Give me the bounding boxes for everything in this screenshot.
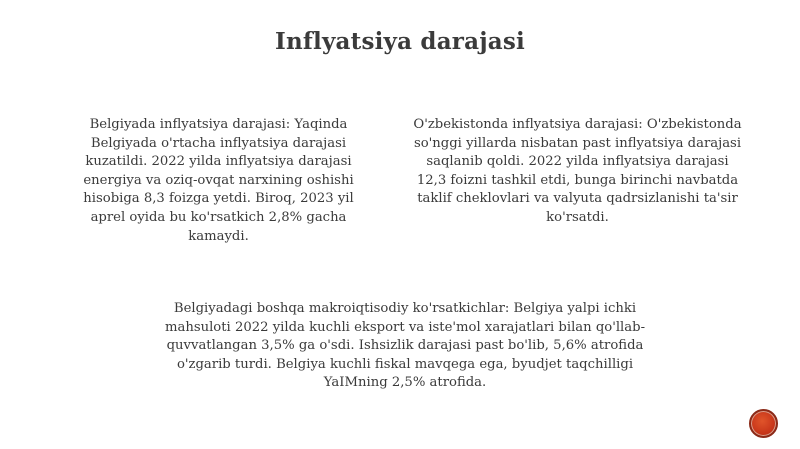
belgium-inflation-text: Belgiyada inflyatsiya darajasi: Yaqinda Belgiyada o'rtacha inflyatsiya darajasi kuzatildi. 2022 yilda inflyatsiya darajasi energiya va oziq-ovqat narxining oshishi hisobiga 8,3 foizga yetdi. Biroq, 2023 yil aprel oyida bu ko'rsatkich 2,8% gacha kamaydi.	[83, 117, 354, 244]
slide-title: Inflyatsiya darajasi	[275, 28, 525, 55]
circle-button-icon[interactable]	[749, 409, 778, 438]
uzbekistan-inflation-text: O'zbekistonda inflyatsiya darajasi: O'zbekistonda so'nggi yillarda nisbatan past inflyatsiya darajasi saqlanib qoldi. 2022 yilda inflyatsiya darajasi 12,3 foizni tashkil etdi, bunga birinchi navbatda taklif cheklovlari va valyuta qadrsizlanishi ta'sir ko'rsatdi.	[413, 117, 742, 225]
belgium-macro-text: Belgiyadagi boshqa makroiqtisodiy ko'rsatkichlar: Belgiya yalpi ichki mahsuloti 2022 yilda kuchli eksport va iste'mol xarajatlari bilan qo'llab- quvvatlangan 3,5% ga o'sdi. Ishsizlik darajasi past bo'lib, 5,6% atrofida o'zgarib turdi. Belgiya kuchli fiskal mavqega ega, byudjet taqchilligi YaIMning 2,5% atrofida.	[164, 301, 646, 391]
